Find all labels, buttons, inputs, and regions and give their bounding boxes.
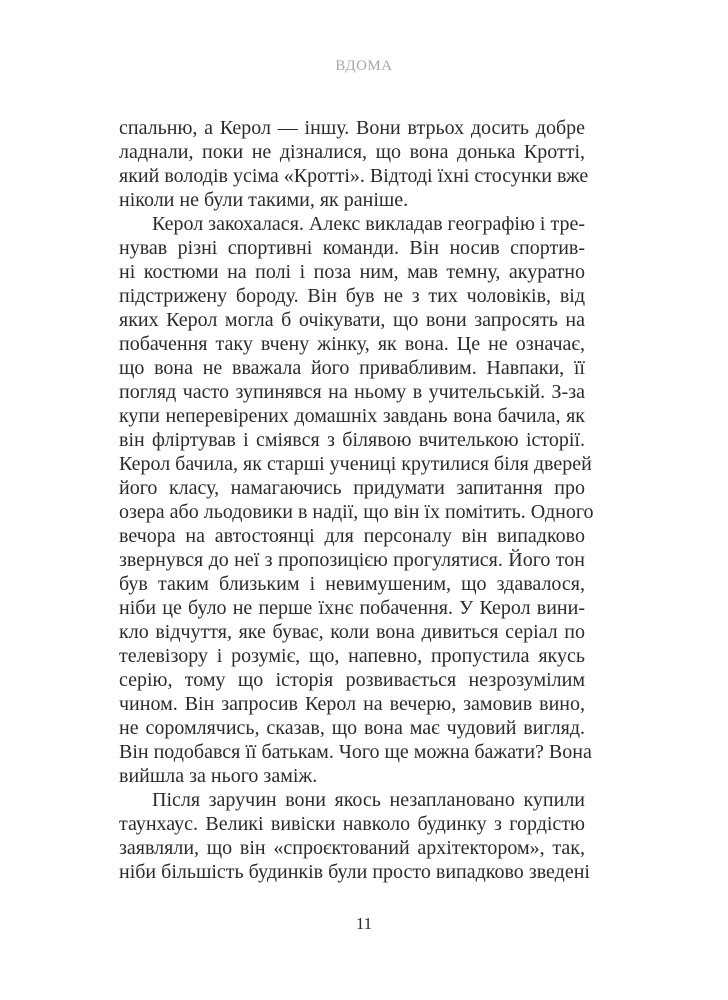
text-line: Керол закохалася. Алекс викладав географію і тре- <box>152 213 585 235</box>
paragraph <box>119 116 589 212</box>
text-line: телевізору і розуміє, що, напевно, пропустила якусь <box>119 645 585 667</box>
text-line: він фліртував і сміявся з білявою вчителькою історії. <box>119 429 585 451</box>
text-line: який володів усіма «Кротті». Відтоді їхні стосунки вже <box>119 165 589 187</box>
paragraph <box>119 788 590 884</box>
text-line: кло відчуття, яке буває, коли вона дивиться серіал по <box>119 621 585 643</box>
text-line: погляд часто зупинявся на ньому в учительській. З-за <box>119 381 585 403</box>
page-number: 11 <box>355 914 373 933</box>
text-line: Після заручин вони якось незаплановано купили <box>152 789 585 811</box>
text-line: Керол бачила, як старші учениці крутилися біля дверей <box>119 453 592 475</box>
text-line: побачення таку вчену жінку, як вона. Це не означає, <box>119 333 585 355</box>
text-line: яких Керол могла б очікувати, що вони запросять на <box>119 309 585 331</box>
text-line: ладнали, поки не дізналися, що вона донька Кротті, <box>119 141 585 163</box>
text-line: що вона не вважала його привабливим. Навпаки, її <box>119 357 585 379</box>
text-line: ніколи не були такими, як раніше. <box>119 189 409 211</box>
text-line: нував різні спортивні команди. Він носив спортив- <box>119 237 585 259</box>
text-line: вийшла за нього заміж. <box>119 765 318 787</box>
text-line: ніби це було не перше їхнє побачення. У Керол вини- <box>119 597 585 619</box>
text-line: підстрижену бороду. Він був не з тих чоловіків, від <box>119 285 585 307</box>
text-line: таунхаус. Великі вивіски навколо будинку з гордістю <box>119 813 585 835</box>
running-head: ВДОМА <box>335 58 393 74</box>
text-line: чином. Він запросив Керол на вечерю, замовив вино, <box>119 693 585 715</box>
text-line: купи неперевірених домашніх завдань вона бачила, як <box>119 405 585 427</box>
text-line: ніби більшість будинків були просто випадково зведені <box>119 861 590 883</box>
text-line: озера або льодовики в надії, що він їх помітить. Одного <box>119 501 594 523</box>
text-line: його класу, намагаючись придумати запитання про <box>119 477 585 499</box>
body-text <box>119 116 594 884</box>
text-line: серію, тому що історія розвивається незрозумілим <box>119 669 585 691</box>
text-line: спальню, а Керол — іншу. Вони втрьох досить добре <box>119 117 585 139</box>
text-line: вечора на автостоянці для персоналу він випадково <box>119 525 585 547</box>
text-line: не соромлячись, сказав, що вона має чудовий вигляд. <box>119 717 585 739</box>
text-line: був таким близьким і невимушеним, що здавалося, <box>119 573 585 595</box>
text-line: звернувся до неї з пропозицією прогулятися. Його тон <box>119 549 585 571</box>
text-line: ні костюми на полі і поза ним, мав темну, акуратно <box>119 261 585 283</box>
text-line: заявляли, що він «спроєктований архітектором», так, <box>119 837 585 859</box>
text-line: Він подобався її батькам. Чого ще можна бажати? Вона <box>119 741 592 763</box>
paragraph <box>119 212 594 788</box>
